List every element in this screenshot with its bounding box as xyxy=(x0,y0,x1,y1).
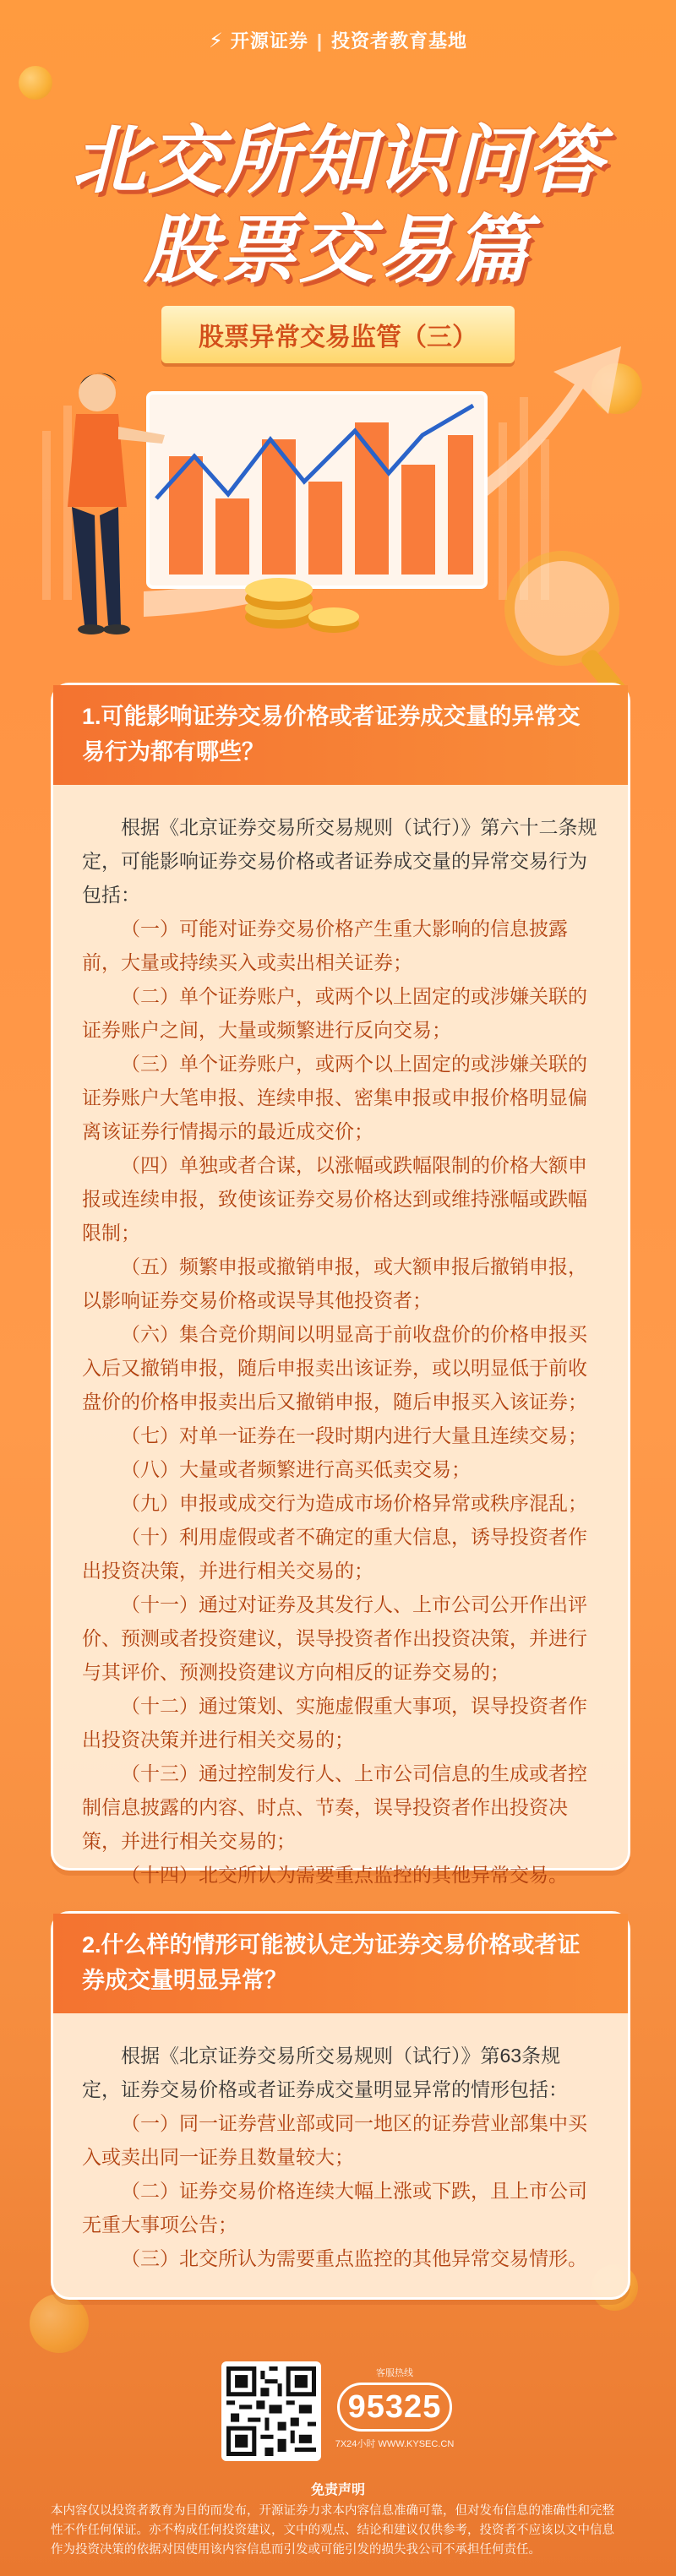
qa-item: （十三）通过控制发行人、上市公司信息的生成或者控制信息披露的内容、时点、节奏，误导投资者作出投资决策，并进行相关交易的； xyxy=(82,1762,587,1852)
brand-separator: | xyxy=(316,30,323,52)
qa-item: （一）同一证券营业部或同一地区的证券营业部集中买入或卖出同一证券且数量较大； xyxy=(82,2112,587,2168)
brand-name: 开源证券 xyxy=(230,30,308,52)
qa-item: （一）可能对证券交易价格产生重大影响的信息披露前，大量或持续买入或卖出相关证券； xyxy=(82,918,568,973)
qa-item: （七）对单一证券在一段时期内进行大量且连续交易； xyxy=(121,1424,587,1446)
qa-heading-2: 2.什么样的情形可能被认定为证券交易价格或者证券成交量明显异常？ xyxy=(53,1914,628,2013)
qa-item: （十）利用虚假或者不确定的重大信息，诱导投资者作出投资决策，并进行相关交易的； xyxy=(82,1526,587,1582)
qa-card-1 xyxy=(51,683,630,1886)
qa-item: （四）单独或者合谋，以涨幅或跌幅限制的价格大额申报或连续申报，致使该证券交易价格达到或维持涨幅或跌幅限制； xyxy=(82,1154,587,1244)
qa-body-2 xyxy=(53,2013,628,2301)
qa-item: （九）申报或成交行为造成市场价格异常或秩序混乱； xyxy=(121,1492,587,1514)
qa-body-1 xyxy=(53,785,628,1917)
qr-code xyxy=(221,2361,321,2461)
qa-item: （二）单个证券账户，或两个以上固定的或涉嫌关联的证券账户之间，大量或频繁进行反向交易； xyxy=(82,985,587,1041)
qa-intro-2: 根据《北京证券交易所交易规则（试行）》第63条规定，证券交易价格或者证券成交量明显异常的情形包括： xyxy=(82,2045,568,2100)
disclaimer-text: 本内容仅以投资者教育为目的而发布，开源证券力求本内容信息准确可靠，但对发布信息的准确性和完整性不作任何保证。亦不构成任何投资建议，文中的观点、结论和建议仅供参考，投资者不应该以文中信息作为投资决策的依据对因使用该内容信息而引发或可能引发的损失我公司不承担任何责任。 xyxy=(51,2504,614,2557)
subtitle: 股票异常交易监管（三） xyxy=(161,306,515,363)
hotline-top-label: 客服热线 xyxy=(376,2368,413,2378)
chart-illustration-icon xyxy=(0,355,676,710)
page-title-line2: 股票交易篇 xyxy=(143,208,532,291)
hotline-badge xyxy=(331,2366,458,2450)
qa-heading-1: 1.可能影响证券交易价格或者证券成交量的异常交易行为都有哪些？ xyxy=(53,685,628,785)
disclaimer-title: 免责声明 xyxy=(310,2483,365,2497)
qa-item: （五）频繁申报或撤销申报，或大额申报后撤销申报，以影响证券交易价格或误导其他投资者； xyxy=(82,1255,587,1311)
coin-decoration xyxy=(30,2294,89,2353)
hotline-bottom-label: 7X24小时 WWW.KYSEC.CN xyxy=(335,2439,455,2449)
hotline-number: 95325 xyxy=(337,2383,453,2432)
brand-logo-icon: ⚡ xyxy=(208,30,224,52)
coin-decoration xyxy=(19,66,52,100)
qa-item: （三）单个证券账户，或两个以上固定的或涉嫌关联的证券账户大笔申报、连续申报、密集申报或申报价格明显偏离该证券行情揭示的最近成交价； xyxy=(82,1053,587,1142)
hero-illustration xyxy=(0,355,676,710)
qa-card-2 xyxy=(51,1911,630,2300)
qa-item: （十二）通过策划、实施虚假重大事项，误导投资者作出投资决策并进行相关交易的； xyxy=(82,1695,587,1751)
qa-item: （八）大量或者频繁进行高买低卖交易； xyxy=(121,1458,471,1480)
brand-header xyxy=(0,27,676,53)
page-title-line1: 北交所知识问答 xyxy=(71,118,604,202)
qa-item: （三）北交所认为需要重点监控的其他异常交易情形。 xyxy=(121,2247,587,2269)
qa-item: （二）证券交易价格连续大幅上涨或下跌，且上市公司无重大事项公告； xyxy=(82,2180,587,2236)
qr-code-icon xyxy=(226,2366,316,2456)
qa-item: （十四）北交所认为需要重点监控的其他异常交易。 xyxy=(121,1864,568,1886)
disclaimer xyxy=(51,2479,625,2560)
qa-item: （十一）通过对证券及其发行人、上市公司公开作出评价、预测或者投资建议，误导投资者作出投资决策，并进行与其评价、预测投资建议方向相反的证券交易的； xyxy=(82,1593,587,1683)
qa-intro-1: 根据《北京证券交易所交易规则（试行）》第六十二条规定，可能影响证券交易价格或者证券成交量的异常交易行为包括： xyxy=(82,816,597,906)
brand-tagline: 投资者教育基地 xyxy=(331,30,468,52)
qa-item: （六）集合竞价期间以明显高于前收盘价的价格申报买入后又撤销申报，随后申报卖出该证券，或以明显低于前收盘价的价格申报卖出后又撤销申报，随后申报买入该证券； xyxy=(82,1323,587,1413)
